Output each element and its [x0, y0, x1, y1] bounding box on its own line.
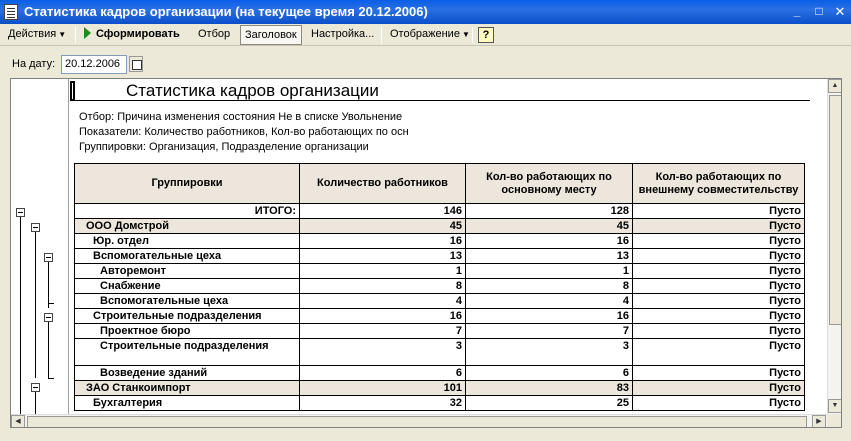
- cell-external: Пусто: [633, 366, 805, 381]
- cell-main: 13: [466, 249, 633, 264]
- cell-external: Пусто: [633, 324, 805, 339]
- cell-name: ИТОГО:: [75, 204, 300, 219]
- table-row[interactable]: [75, 366, 805, 381]
- collapse-total-icon[interactable]: [16, 208, 25, 217]
- report-filter-text: Отбор: Причина изменения состояния Не в списке Увольнение: [79, 111, 403, 123]
- cell-external: Пусто: [633, 381, 805, 396]
- toolbar: [0, 24, 851, 46]
- cell-main: 128: [466, 204, 633, 219]
- tree-line: [35, 228, 36, 378]
- cell-count: 7: [300, 324, 466, 339]
- cell-count: 45: [300, 219, 466, 234]
- cell-count: 1: [300, 264, 466, 279]
- cell-main: 4: [466, 294, 633, 309]
- cell-count: 3: [300, 339, 466, 366]
- calendar-icon[interactable]: [129, 56, 143, 72]
- vertical-scroll-thumb[interactable]: [829, 95, 842, 325]
- document-icon: [4, 4, 18, 20]
- cell-name: Снабжение: [75, 279, 300, 294]
- cell-external: Пусто: [633, 204, 805, 219]
- report-indicators-text: Показатели: Количество работников, Кол-во работающих по осн: [79, 126, 409, 138]
- date-input[interactable]: 20.12.2006: [61, 55, 127, 74]
- table-row[interactable]: [75, 234, 805, 249]
- window-title: Статистика кадров организации (на текущее время 20.12.2006): [24, 4, 428, 19]
- title-bar: [0, 0, 851, 24]
- toolbar-separator: [75, 27, 76, 43]
- table-row[interactable]: [75, 249, 805, 264]
- run-icon: [84, 27, 91, 39]
- toolbar-separator: [472, 27, 473, 43]
- cell-name: ООО Домстрой: [75, 219, 300, 234]
- minimize-button[interactable]: _: [793, 4, 801, 18]
- tree-line: [48, 378, 54, 379]
- cell-external: Пусто: [633, 279, 805, 294]
- toolbar-separator: [381, 27, 382, 43]
- cell-count: 101: [300, 381, 466, 396]
- cell-external: Пусто: [633, 396, 805, 411]
- report-groupings-text: Группировки: Организация, Подразделение организации: [79, 141, 369, 153]
- cell-external: Пусто: [633, 339, 805, 366]
- collapse-subdivision-icon[interactable]: [44, 253, 53, 262]
- table-row[interactable]: [75, 396, 805, 411]
- horizontal-scroll-thumb[interactable]: [27, 416, 807, 428]
- cell-cursor: [70, 81, 75, 101]
- cell-count: 16: [300, 309, 466, 324]
- generate-button[interactable]: [80, 25, 184, 45]
- cell-name: Проектное бюро: [75, 324, 300, 339]
- cell-count: 32: [300, 396, 466, 411]
- tree-line: [48, 318, 49, 378]
- cell-external: Пусто: [633, 309, 805, 324]
- cell-count: 146: [300, 204, 466, 219]
- cell-name: Строительные подразделения: [75, 339, 300, 366]
- report-table: [74, 163, 805, 411]
- cell-name: Авторемонт: [75, 264, 300, 279]
- display-menu[interactable]: [386, 25, 474, 45]
- tree-line: [20, 213, 21, 418]
- actions-label: Действия: [8, 28, 57, 40]
- table-row[interactable]: [75, 279, 805, 294]
- close-button[interactable]: ✕: [834, 4, 846, 19]
- generate-label: Сформировать: [96, 28, 180, 40]
- column-header-main: Кол-во работающих по основному месту: [466, 164, 633, 204]
- cell-name: ЗАО Станкоимпорт: [75, 381, 300, 396]
- table-row[interactable]: [75, 219, 805, 234]
- table-row[interactable]: [75, 324, 805, 339]
- cell-main: 3: [466, 339, 633, 366]
- table-row[interactable]: [75, 381, 805, 396]
- actions-menu[interactable]: [4, 25, 70, 45]
- settings-button[interactable]: Настройка...: [311, 28, 375, 40]
- table-header-row: [75, 164, 805, 204]
- cell-main: 16: [466, 309, 633, 324]
- column-header-external: Кол-во работающих по внешнему совместительству: [633, 164, 805, 204]
- help-button[interactable]: ?: [478, 27, 494, 43]
- header-toggle-button[interactable]: Заголовок: [240, 25, 302, 45]
- dropdown-arrow-icon: ▼: [58, 30, 67, 39]
- cell-main: 16: [466, 234, 633, 249]
- cell-count: 4: [300, 294, 466, 309]
- cell-external: Пусто: [633, 219, 805, 234]
- cell-name: Бухгалтерия: [75, 396, 300, 411]
- scroll-up-icon[interactable]: ▲: [828, 79, 842, 93]
- horizontal-scrollbar[interactable]: [11, 414, 827, 428]
- column-header-groupings: Группировки: [75, 164, 300, 204]
- cell-main: 1: [466, 264, 633, 279]
- cell-external: Пусто: [633, 264, 805, 279]
- cell-main: 45: [466, 219, 633, 234]
- report-title: Статистика кадров организации: [126, 81, 379, 100]
- report-sheet: [70, 79, 826, 414]
- cell-name: Строительные подразделения: [75, 309, 300, 324]
- maximize-button[interactable]: □: [815, 4, 823, 18]
- cell-main: 83: [466, 381, 633, 396]
- cell-name: Вспомогательные цеха: [75, 294, 300, 309]
- scroll-left-icon[interactable]: ◀: [11, 415, 25, 428]
- table-row[interactable]: [75, 339, 805, 366]
- vertical-scrollbar[interactable]: [827, 79, 842, 414]
- table-row-total[interactable]: [75, 204, 805, 219]
- filter-button[interactable]: Отбор: [198, 28, 231, 40]
- cell-name: Юр. отдел: [75, 234, 300, 249]
- cell-external: Пусто: [633, 294, 805, 309]
- cell-main: 25: [466, 396, 633, 411]
- tree-line: [48, 303, 54, 304]
- cell-main: 8: [466, 279, 633, 294]
- date-label: На дату:: [12, 58, 56, 70]
- report-spreadsheet: [10, 78, 842, 428]
- title-underline: [70, 100, 810, 101]
- cell-external: Пусто: [633, 249, 805, 264]
- tree-line: [48, 258, 49, 308]
- cell-count: 13: [300, 249, 466, 264]
- dropdown-arrow-icon: ▼: [461, 30, 470, 39]
- cell-name: Вспомогательные цеха: [75, 249, 300, 264]
- column-header-count: Количество работников: [300, 164, 466, 204]
- collapse-org-icon[interactable]: [31, 223, 40, 232]
- cell-main: 7: [466, 324, 633, 339]
- scrollbar-corner: [827, 414, 842, 428]
- cell-main: 6: [466, 366, 633, 381]
- collapse-subdivision-icon[interactable]: [44, 313, 53, 322]
- grouping-tree-gutter: [11, 79, 69, 414]
- cell-count: 16: [300, 234, 466, 249]
- scroll-right-icon[interactable]: ▶: [812, 415, 826, 428]
- cell-count: 6: [300, 366, 466, 381]
- cell-name: Возведение зданий: [75, 366, 300, 381]
- scroll-down-icon[interactable]: ▼: [828, 399, 842, 413]
- display-label: Отображение: [390, 28, 460, 40]
- table-row[interactable]: [75, 309, 805, 324]
- cell-count: 8: [300, 279, 466, 294]
- table-row[interactable]: [75, 294, 805, 309]
- collapse-org-icon[interactable]: [31, 383, 40, 392]
- table-row[interactable]: [75, 264, 805, 279]
- cell-external: Пусто: [633, 234, 805, 249]
